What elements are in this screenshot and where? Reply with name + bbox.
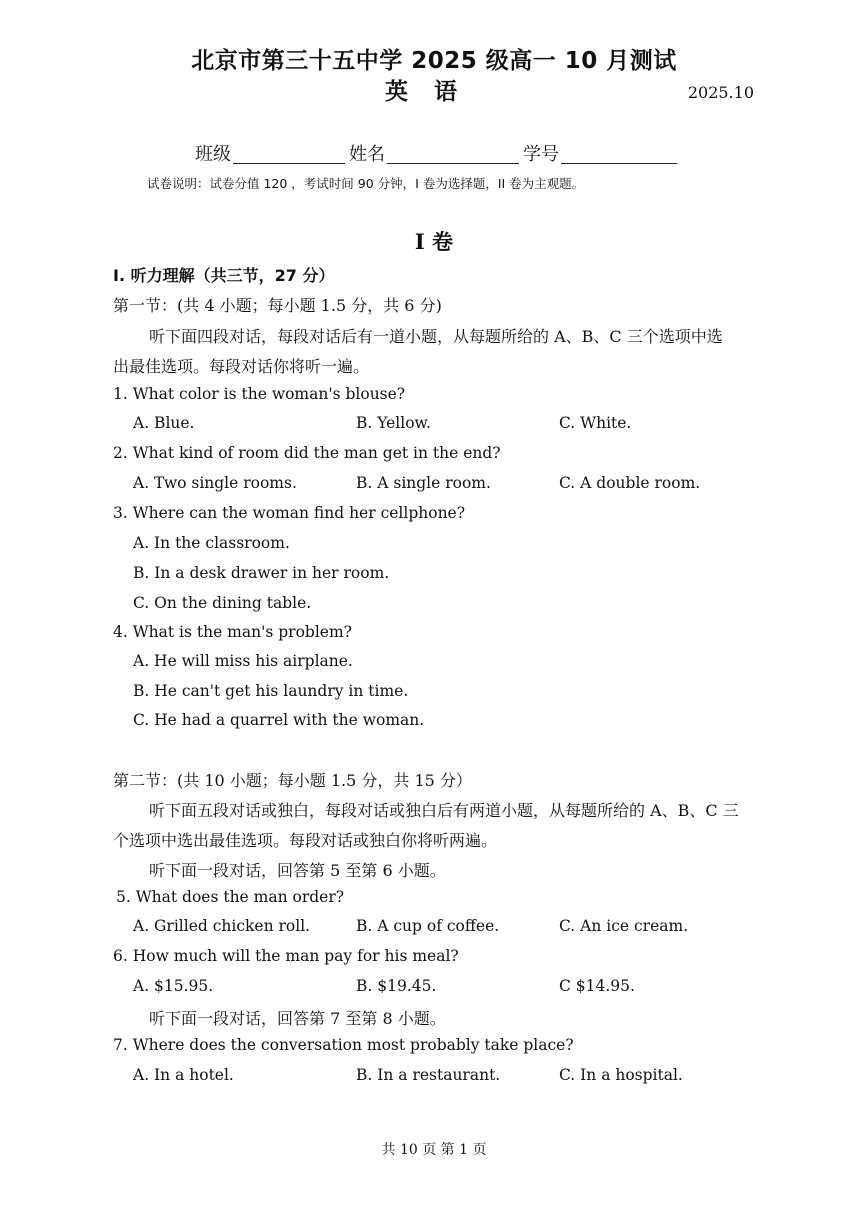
student-info-line (195, 140, 681, 166)
question-2-option-c[interactable]: C. A double room. (559, 474, 701, 492)
question-4-option-a[interactable]: A. He will miss his airplane. (133, 652, 353, 670)
question-1-option-a[interactable]: A. Blue. (133, 414, 195, 432)
question-3-stem: 3. Where can the woman find her cellphone? (113, 504, 466, 522)
section1-title: 第一节：(共 4 小题；每小题 1.5 分，共 6 分) (113, 296, 442, 315)
question-4-option-b[interactable]: B. He can't get his laundry in time. (133, 682, 409, 700)
question-1-option-b[interactable]: B. Yellow. (356, 414, 431, 432)
section1-directions-line2: 出最佳选项。每段对话你将听一遍。 (113, 357, 370, 376)
dialog-7-8-directions: 听下面一段对话，回答第 7 至第 8 小题。 (149, 1009, 446, 1028)
question-3-option-b[interactable]: B. In a desk drawer in her room. (133, 564, 390, 582)
question-7-option-c[interactable]: C. In a hospital. (559, 1066, 683, 1084)
section2-title: 第二节：(共 10 小题；每小题 1.5 分，共 15 分） (113, 771, 472, 790)
volume-title: I 卷 (414, 229, 454, 254)
section2-directions-line2: 个选项中选出最佳选项。每段对话或独白你将听两遍。 (113, 831, 498, 850)
question-4-option-c[interactable]: C. He had a quarrel with the woman. (133, 711, 425, 729)
question-7-option-b[interactable]: B. In a restaurant. (356, 1066, 501, 1084)
part1-title: I. 听力理解（共三节，27 分） (113, 266, 335, 285)
exam-title: 北京市第三十五中学 2025 级高一 10 月测试 (191, 48, 677, 74)
id-label: 学号 (523, 144, 559, 165)
question-6-option-c[interactable]: C $14.95. (559, 977, 635, 995)
question-7-option-a[interactable]: A. In a hotel. (133, 1066, 234, 1084)
class-blank[interactable] (233, 145, 345, 164)
section2-directions-line1: 听下面五段对话或独白，每段对话或独白后有两道小题，从每题所给的 A、B、C 三 (149, 801, 739, 820)
id-blank[interactable] (561, 145, 677, 164)
name-label: 姓名 (349, 144, 385, 165)
question-5-option-b[interactable]: B. A cup of coffee. (356, 917, 500, 935)
question-5-option-c[interactable]: C. An ice cream. (559, 917, 689, 935)
question-3-option-a[interactable]: A. In the classroom. (133, 534, 290, 552)
question-3-option-c[interactable]: C. On the dining table. (133, 594, 312, 612)
name-blank[interactable] (387, 145, 519, 164)
question-7-stem: 7. Where does the conversation most probably take place? (113, 1036, 574, 1054)
exam-date: 2025.10 (687, 83, 754, 102)
question-1-stem: 1. What color is the woman's blouse? (113, 385, 406, 403)
class-label: 班级 (195, 144, 231, 165)
question-5-option-a[interactable]: A. Grilled chicken roll. (133, 917, 311, 935)
question-2-option-a[interactable]: A. Two single rooms. (133, 474, 297, 492)
dialog-5-6-directions: 听下面一段对话，回答第 5 至第 6 小题。 (149, 861, 446, 880)
question-5-stem: 5. What does the man order? (116, 888, 345, 906)
exam-instructions: 试卷说明：试卷分值 120 ，考试时间 90 分钟，I 卷为选择题，II 卷为主观题。 (147, 176, 585, 191)
question-6-option-a[interactable]: A. $15.95. (133, 977, 214, 995)
question-6-option-b[interactable]: B. $19.45. (356, 977, 437, 995)
subject-title: 英语 (385, 79, 483, 105)
question-2-option-b[interactable]: B. A single room. (356, 474, 491, 492)
question-4-stem: 4. What is the man's problem? (113, 623, 352, 641)
question-1-option-c[interactable]: C. White. (559, 414, 632, 432)
section1-directions-line1: 听下面四段对话，每段对话后有一道小题，从每题所给的 A、B、C 三个选项中选 (149, 327, 723, 346)
page-footer: 共 10 页 第 1 页 (381, 1142, 487, 1158)
question-2-stem: 2. What kind of room did the man get in the end? (113, 444, 501, 462)
question-6-stem: 6. How much will the man pay for his meal? (113, 947, 459, 965)
